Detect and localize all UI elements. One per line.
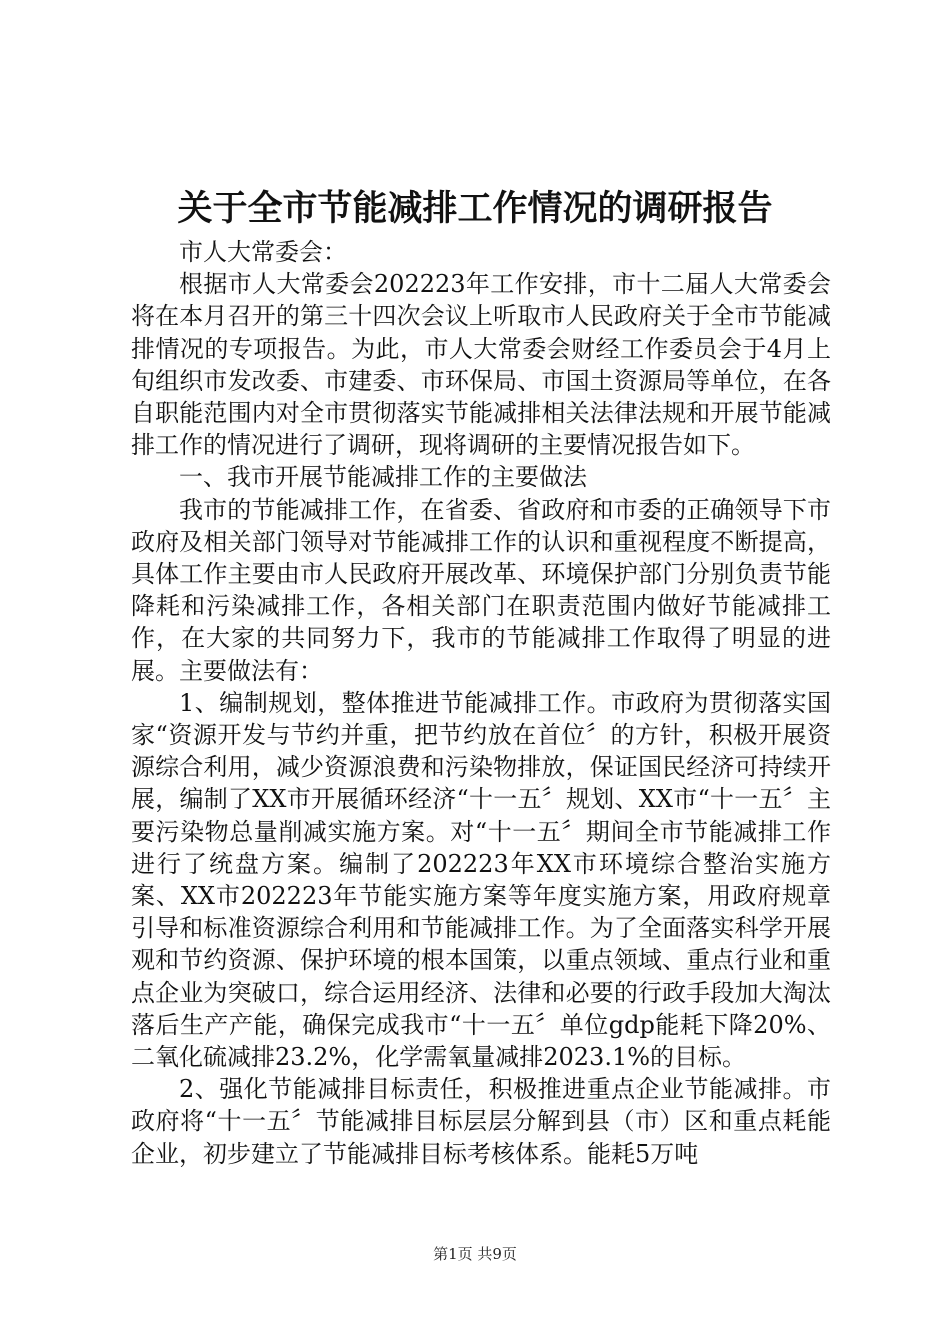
document-body — [131, 236, 831, 1170]
paragraph-item-2: 2、强化节能减排目标责任，积极推进重点企业节能减排。市政府将“十一五〞节能减排目标层层分解到县（市）区和重点耗能企业，初步建立了节能减排目标考核体系。能耗5万吨 — [131, 1075, 831, 1168]
salutation: 市人大常委会： — [179, 238, 347, 266]
paragraph-intro: 根据市人大常委会202223年工作安排，市十二届人大常委会将在本月召开的第三十四次会议上听取市人民政府关于全市节能减排情况的专项报告。为此，市人大常委会财经工作委员会于4月上旬组织市发改委、市建委、市环保局、市国土资源局等单位，在各自职能范围内对全市贯彻落实节能减排相关法律法规和开展节能减排工作的情况进行了调研，现将调研的主要情况报告如下。 — [131, 270, 831, 460]
document-title: 关于全市节能减排工作情况的调研报告 — [177, 188, 773, 229]
page-footer: 第1页 共9页 — [433, 1245, 517, 1263]
paragraph-overview: 我市的节能减排工作，在省委、省政府和市委的正确领导下市政府及相关部门领导对节能减排工作的认识和重视程度不断提高，具体工作主要由市人民政府开展改革、环境保护部门分别负责节能降耗和污染减排工作，各相关部门在职责范围内做好节能减排工作，在大家的共同努力下，我市的节能减排工作取得了明显的进展。主要做法有： — [131, 495, 831, 685]
section-heading: 一、我市开展节能减排工作的主要做法 — [179, 463, 587, 492]
paragraph-item-1: 1、编制规划，整体推进节能减排工作。市政府为贯彻落实国家“资源开发与节约并重，把节约放在首位〞的方针，积极开展资源综合利用，减少资源浪费和污染物排放，保证国民经济可持续开展，编制了XX市开展循环经济“十一五〞规划、XX市“十一五〞主要污染物总量削减实施方案。对“十一五〞期间全市节能减排工作进行了统盘方案。编制了202223年XX市环境综合整治实施方案、XX市202223年节能实施方案等年度实施方案，用政府规章引导和标准资源综合利用和节能减排工作。为了全面落实科学开展观和节约资源、保护环境的根本国策，以重点领域、重点行业和重点企业为突破口，综合运用经济、法律和必要的行政手段加大淘汰落后生产产能，确保完成我市“十一五〞单位gdp能耗下降20%、二氧化硫减排23.2%，化学需氧量减排2023.1%的目标。 — [131, 688, 831, 1072]
